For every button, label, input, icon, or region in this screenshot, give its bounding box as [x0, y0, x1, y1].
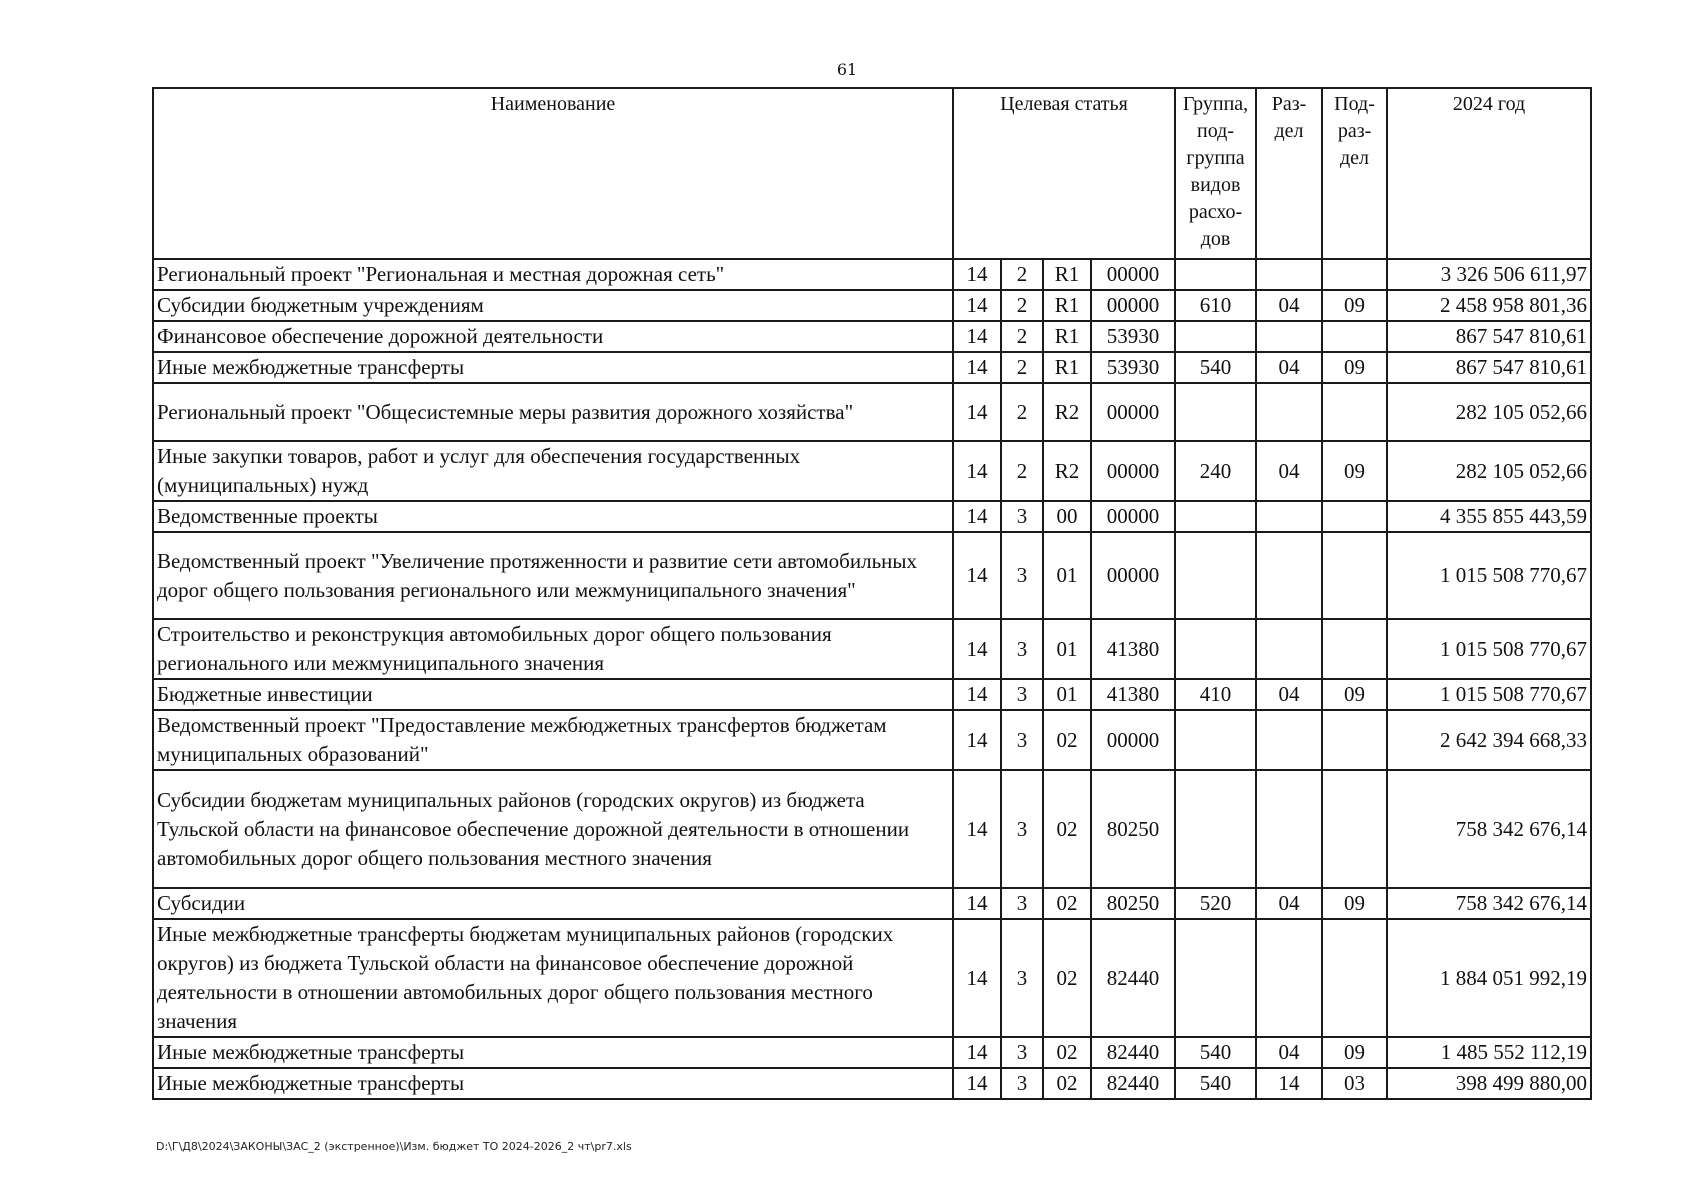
subsection-cell: 09: [1322, 1037, 1387, 1068]
target-article-part1: 14: [953, 352, 1001, 383]
table-header-row: [153, 88, 1591, 259]
table-row: [153, 501, 1591, 532]
target-article-part4: 53930: [1091, 321, 1175, 352]
subsection-cell: [1322, 259, 1387, 290]
section-cell: 04: [1256, 1037, 1322, 1068]
target-article-part4: 82440: [1091, 1068, 1175, 1099]
target-article-part3: R1: [1043, 352, 1091, 383]
amount-2024-cell: 282 105 052,66: [1387, 383, 1591, 441]
section-cell: 04: [1256, 441, 1322, 501]
subsection-cell: [1322, 619, 1387, 679]
target-article-part2: 3: [1001, 1068, 1043, 1099]
row-name-cell: Бюджетные инвестиции: [153, 679, 953, 710]
target-article-part2: 2: [1001, 259, 1043, 290]
table-row: [153, 441, 1591, 501]
subsection-cell: [1322, 383, 1387, 441]
target-article-part3: 01: [1043, 532, 1091, 619]
target-article-part1: 14: [953, 710, 1001, 770]
target-article-part4: 41380: [1091, 619, 1175, 679]
subsection-cell: 03: [1322, 1068, 1387, 1099]
section-cell: [1256, 532, 1322, 619]
expense-group-cell: 410: [1175, 679, 1256, 710]
target-article-part3: 01: [1043, 679, 1091, 710]
expense-group-cell: 540: [1175, 1037, 1256, 1068]
target-article-part4: 00000: [1091, 532, 1175, 619]
target-article-part1: 14: [953, 679, 1001, 710]
target-article-part2: 3: [1001, 532, 1043, 619]
subsection-cell: 09: [1322, 352, 1387, 383]
table-row: [153, 352, 1591, 383]
target-article-part2: 3: [1001, 679, 1043, 710]
target-article-part4: 00000: [1091, 290, 1175, 321]
amount-2024-cell: 282 105 052,66: [1387, 441, 1591, 501]
header-name: Наименование: [153, 88, 953, 259]
target-article-part3: R2: [1043, 441, 1091, 501]
target-article-part4: 41380: [1091, 679, 1175, 710]
target-article-part1: 14: [953, 532, 1001, 619]
table-row: [153, 679, 1591, 710]
amount-2024-cell: 3 326 506 611,97: [1387, 259, 1591, 290]
amount-2024-cell: 867 547 810,61: [1387, 352, 1591, 383]
target-article-part2: 3: [1001, 619, 1043, 679]
table-row: [153, 532, 1591, 619]
file-path-footer: D:\Г\Д8\2024\ЗАКОНЫ\ЗАС_2 (экстренное)\Изм. бюджет ТО 2024-2026_2 чт\pr7.xls: [156, 1140, 632, 1153]
target-article-part3: 02: [1043, 770, 1091, 888]
subsection-cell: [1322, 501, 1387, 532]
target-article-part1: 14: [953, 321, 1001, 352]
target-article-part1: 14: [953, 290, 1001, 321]
section-cell: [1256, 501, 1322, 532]
target-article-part2: 3: [1001, 888, 1043, 919]
target-article-part4: 00000: [1091, 710, 1175, 770]
target-article-part4: 80250: [1091, 770, 1175, 888]
expense-group-cell: 520: [1175, 888, 1256, 919]
page-number: 61: [836, 60, 858, 79]
target-article-part1: 14: [953, 770, 1001, 888]
table-row: [153, 259, 1591, 290]
target-article-part2: 3: [1001, 1037, 1043, 1068]
target-article-part2: 2: [1001, 321, 1043, 352]
target-article-part2: 2: [1001, 352, 1043, 383]
target-article-part1: 14: [953, 619, 1001, 679]
target-article-part3: R1: [1043, 290, 1091, 321]
target-article-part1: 14: [953, 383, 1001, 441]
target-article-part2: 2: [1001, 441, 1043, 501]
target-article-part3: 02: [1043, 1068, 1091, 1099]
table-body: [153, 259, 1591, 1099]
amount-2024-cell: 1 015 508 770,67: [1387, 679, 1591, 710]
amount-2024-cell: 758 342 676,14: [1387, 888, 1591, 919]
expense-group-cell: [1175, 619, 1256, 679]
table-row: [153, 710, 1591, 770]
subsection-cell: 09: [1322, 679, 1387, 710]
row-name-cell: Иные межбюджетные трансферты: [153, 1037, 953, 1068]
table-row: [153, 619, 1591, 679]
target-article-part3: 02: [1043, 710, 1091, 770]
section-cell: [1256, 710, 1322, 770]
header-group: Группа, под- группа видов расхо- дов: [1175, 88, 1256, 259]
amount-2024-cell: 1 485 552 112,19: [1387, 1037, 1591, 1068]
row-name-cell: Ведомственный проект "Увеличение протяженности и развитие сети автомобильных дорог общего пользования регионального или межмуниципального значения": [153, 532, 953, 619]
table-row: [153, 383, 1591, 441]
target-article-part3: R1: [1043, 321, 1091, 352]
amount-2024-cell: 758 342 676,14: [1387, 770, 1591, 888]
amount-2024-cell: 1 884 051 992,19: [1387, 919, 1591, 1037]
table-row: [153, 290, 1591, 321]
budget-table: [152, 87, 1592, 1100]
table-row: [153, 1068, 1591, 1099]
amount-2024-cell: 398 499 880,00: [1387, 1068, 1591, 1099]
target-article-part4: 00000: [1091, 441, 1175, 501]
row-name-cell: Финансовое обеспечение дорожной деятельности: [153, 321, 953, 352]
expense-group-cell: 540: [1175, 1068, 1256, 1099]
target-article-part4: 53930: [1091, 352, 1175, 383]
header-target-article: Целевая статья: [953, 88, 1175, 259]
row-name-cell: Региональный проект "Общесистемные меры развития дорожного хозяйства": [153, 383, 953, 441]
expense-group-cell: [1175, 259, 1256, 290]
target-article-part4: 00000: [1091, 259, 1175, 290]
row-name-cell: Ведомственный проект "Предоставление межбюджетных трансфертов бюджетам муниципальных образований": [153, 710, 953, 770]
row-name-cell: Иные межбюджетные трансферты бюджетам муниципальных районов (городских округов) из бюджета Тульской области на финансовое обеспечение дорожной деятельности в отношении автомобильных дорог общего пользования местного значения: [153, 919, 953, 1037]
amount-2024-cell: 867 547 810,61: [1387, 321, 1591, 352]
subsection-cell: 09: [1322, 888, 1387, 919]
expense-group-cell: [1175, 501, 1256, 532]
table-row: [153, 919, 1591, 1037]
amount-2024-cell: 1 015 508 770,67: [1387, 619, 1591, 679]
expense-group-cell: 540: [1175, 352, 1256, 383]
target-article-part3: R2: [1043, 383, 1091, 441]
table-row: [153, 770, 1591, 888]
target-article-part1: 14: [953, 441, 1001, 501]
target-article-part2: 3: [1001, 710, 1043, 770]
section-cell: 04: [1256, 290, 1322, 321]
target-article-part1: 14: [953, 919, 1001, 1037]
section-cell: [1256, 259, 1322, 290]
target-article-part1: 14: [953, 501, 1001, 532]
target-article-part4: 82440: [1091, 1037, 1175, 1068]
header-subsection: Под- раз- дел: [1322, 88, 1387, 259]
row-name-cell: Субсидии: [153, 888, 953, 919]
target-article-part3: 00: [1043, 501, 1091, 532]
target-article-part1: 14: [953, 1068, 1001, 1099]
row-name-cell: Иные закупки товаров, работ и услуг для обеспечения государственных (муниципальных) нужд: [153, 441, 953, 501]
subsection-cell: 09: [1322, 441, 1387, 501]
expense-group-cell: [1175, 321, 1256, 352]
section-cell: [1256, 321, 1322, 352]
row-name-cell: Субсидии бюджетам муниципальных районов (городских округов) из бюджета Тульской области на финансовое обеспечение дорожной деятельности в отношении автомобильных дорог общего пользования местного значения: [153, 770, 953, 888]
section-cell: 14: [1256, 1068, 1322, 1099]
row-name-cell: Строительство и реконструкция автомобильных дорог общего пользования регионального или межмуниципального значения: [153, 619, 953, 679]
section-cell: 04: [1256, 352, 1322, 383]
header-year: 2024 год: [1387, 88, 1591, 259]
header-section: Раз- дел: [1256, 88, 1322, 259]
expense-group-cell: [1175, 532, 1256, 619]
target-article-part1: 14: [953, 888, 1001, 919]
subsection-cell: 09: [1322, 290, 1387, 321]
row-name-cell: Региональный проект "Региональная и местная дорожная сеть": [153, 259, 953, 290]
subsection-cell: [1322, 919, 1387, 1037]
amount-2024-cell: 2 642 394 668,33: [1387, 710, 1591, 770]
table-row: [153, 1037, 1591, 1068]
subsection-cell: [1322, 710, 1387, 770]
table-row: [153, 888, 1591, 919]
target-article-part4: 82440: [1091, 919, 1175, 1037]
section-cell: [1256, 619, 1322, 679]
amount-2024-cell: 1 015 508 770,67: [1387, 532, 1591, 619]
target-article-part2: 2: [1001, 383, 1043, 441]
section-cell: [1256, 919, 1322, 1037]
target-article-part4: 80250: [1091, 888, 1175, 919]
subsection-cell: [1322, 770, 1387, 888]
expense-group-cell: 610: [1175, 290, 1256, 321]
target-article-part2: 2: [1001, 290, 1043, 321]
target-article-part1: 14: [953, 259, 1001, 290]
amount-2024-cell: 2 458 958 801,36: [1387, 290, 1591, 321]
target-article-part2: 3: [1001, 919, 1043, 1037]
expense-group-cell: [1175, 383, 1256, 441]
target-article-part3: 01: [1043, 619, 1091, 679]
target-article-part3: 02: [1043, 888, 1091, 919]
row-name-cell: Иные межбюджетные трансферты: [153, 1068, 953, 1099]
row-name-cell: Ведомственные проекты: [153, 501, 953, 532]
target-article-part4: 00000: [1091, 383, 1175, 441]
expense-group-cell: 240: [1175, 441, 1256, 501]
row-name-cell: Иные межбюджетные трансферты: [153, 352, 953, 383]
target-article-part2: 3: [1001, 770, 1043, 888]
target-article-part4: 00000: [1091, 501, 1175, 532]
target-article-part3: 02: [1043, 1037, 1091, 1068]
section-cell: 04: [1256, 679, 1322, 710]
expense-group-cell: [1175, 919, 1256, 1037]
expense-group-cell: [1175, 770, 1256, 888]
target-article-part3: R1: [1043, 259, 1091, 290]
table-row: [153, 321, 1591, 352]
row-name-cell: Субсидии бюджетным учреждениям: [153, 290, 953, 321]
section-cell: 04: [1256, 888, 1322, 919]
expense-group-cell: [1175, 710, 1256, 770]
section-cell: [1256, 383, 1322, 441]
section-cell: [1256, 770, 1322, 888]
subsection-cell: [1322, 321, 1387, 352]
target-article-part2: 3: [1001, 501, 1043, 532]
subsection-cell: [1322, 532, 1387, 619]
amount-2024-cell: 4 355 855 443,59: [1387, 501, 1591, 532]
target-article-part3: 02: [1043, 919, 1091, 1037]
target-article-part1: 14: [953, 1037, 1001, 1068]
